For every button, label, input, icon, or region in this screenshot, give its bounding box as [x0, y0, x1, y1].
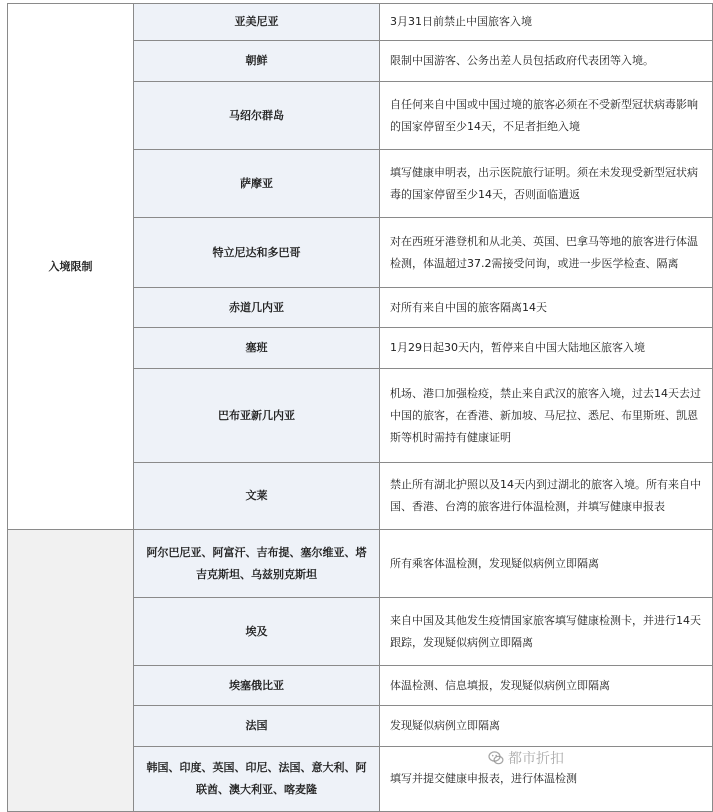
measure-cell: 体温检测、信息填报，发现疑似病例立即隔离: [380, 666, 713, 706]
entry-restrictions-table: [7, 3, 713, 812]
country-cell: 埃及: [134, 598, 380, 666]
country-cell: 赤道几内亚: [134, 288, 380, 328]
category-cell: 入境限制: [8, 4, 134, 530]
measure-cell: 填写并提交健康申报表，进行体温检测: [380, 747, 713, 812]
country-cell: 埃塞俄比亚: [134, 666, 380, 706]
measure-cell: 发现疑似病例立即隔离: [380, 706, 713, 747]
country-cell: 马绍尔群岛: [134, 82, 380, 150]
measure-cell: 机场、港口加强检疫，禁止来自武汉的旅客入境，过去14天去过中国的旅客，在香港、新加坡、马尼拉、悉尼、布里斯班、凯恩斯等机时需持有健康证明: [380, 369, 713, 463]
measure-cell: 对在西班牙港登机和从北美、英国、巴拿马等地的旅客进行体温检测，体温超过37.2需接受问询，或进一步医学检查、隔离: [380, 218, 713, 288]
category-cell: [8, 530, 134, 812]
country-cell: 萨摩亚: [134, 150, 380, 218]
watermark-text: 都市折扣: [508, 751, 564, 767]
measure-cell: 自任何来自中国或中国过境的旅客必须在不受新型冠状病毒影响的国家停留至少14天，不足者拒绝入境: [380, 82, 713, 150]
country-cell: 塞班: [134, 328, 380, 369]
table-row: [8, 4, 713, 41]
country-cell: 韩国、印度、英国、印尼、法国、意大利、阿联酋、澳大利亚、喀麦隆: [134, 747, 380, 812]
table-row: [8, 530, 713, 598]
measure-cell: 禁止所有湖北护照以及14天内到过湖北的旅客入境。所有来自中国、香港、台湾的旅客进行体温检测，并填写健康申报表: [380, 463, 713, 530]
measure-cell: 填写健康申明表，出示医院旅行证明。须在未发现受新型冠状病毒的国家停留至少14天，否则面临遣返: [380, 150, 713, 218]
country-cell: 朝鲜: [134, 41, 380, 82]
country-cell: 阿尔巴尼亚、阿富汗、吉布提、塞尔维亚、塔吉克斯坦、乌兹别克斯坦: [134, 530, 380, 598]
measure-cell: 1月29日起30天内，暂停来自中国大陆地区旅客入境: [380, 328, 713, 369]
measure-cell: 对所有来自中国的旅客隔离14天: [380, 288, 713, 328]
measure-cell: 3月31日前禁止中国旅客入境: [380, 4, 713, 41]
country-cell: 特立尼达和多巴哥: [134, 218, 380, 288]
country-cell: 文莱: [134, 463, 380, 530]
country-cell: 巴布亚新几内亚: [134, 369, 380, 463]
measure-cell: 限制中国游客、公务出差人员包括政府代表团等入境。: [380, 41, 713, 82]
measure-cell: 来自中国及其他发生疫情国家旅客填写健康检测卡，并进行14天跟踪，发现疑似病例立即隔离: [380, 598, 713, 666]
measure-cell: 所有乘客体温检测，发现疑似病例立即隔离: [380, 530, 713, 598]
country-cell: 亚美尼亚: [134, 4, 380, 41]
country-cell: 法国: [134, 706, 380, 747]
